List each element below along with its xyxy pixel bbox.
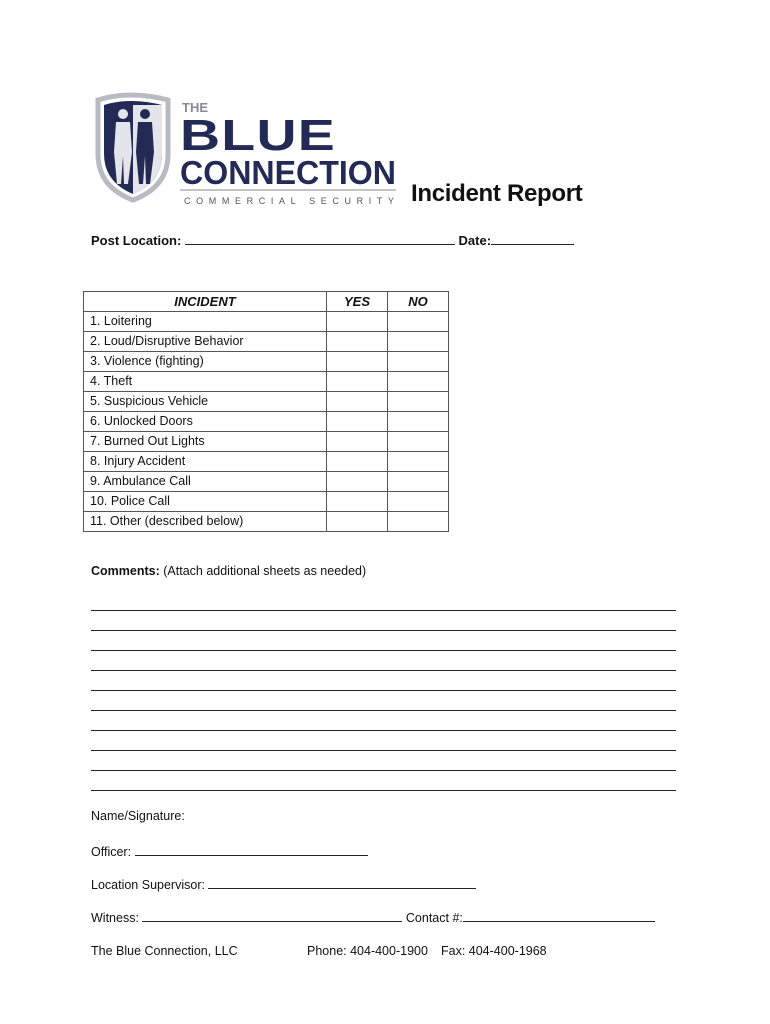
no-cell[interactable] [388,432,449,452]
incident-label: 6. Unlocked Doors [84,412,327,432]
comment-line[interactable] [91,650,676,651]
incident-label: 10. Police Call [84,492,327,512]
incident-label: 5. Suspicious Vehicle [84,392,327,412]
witness-field[interactable] [142,909,402,922]
table-row [84,412,449,432]
no-cell[interactable] [388,492,449,512]
table-row [84,392,449,412]
logo-tagline: COMMERCIAL SECURITY [184,196,394,206]
table-row [84,332,449,352]
no-cell[interactable] [388,372,449,392]
no-cell[interactable] [388,472,449,492]
yes-cell[interactable] [327,352,388,372]
location-supervisor-field[interactable] [208,876,476,889]
witness-row [91,909,655,925]
officer-row [91,843,368,859]
yes-cell[interactable] [327,452,388,472]
incident-label: 8. Injury Accident [84,452,327,472]
incident-label: 3. Violence (fighting) [84,352,327,372]
post-location-label: Post Location: [91,233,182,248]
comments-note: (Attach additional sheets as needed) [163,564,367,578]
officer-label: Officer: [91,845,132,859]
incident-header: INCIDENT [84,292,327,312]
no-cell[interactable] [388,392,449,412]
no-cell[interactable] [388,412,449,432]
incident-table [83,291,449,532]
post-location-field[interactable] [185,232,455,245]
location-supervisor-row [91,876,476,892]
comments-heading [91,564,366,578]
no-cell[interactable] [388,452,449,472]
contact-field[interactable] [463,909,655,922]
yes-cell[interactable] [327,512,388,532]
officer-head-icon [118,109,128,119]
table-row [84,372,449,392]
comment-line[interactable] [91,730,676,731]
incident-label: 2. Loud/Disruptive Behavior [84,332,327,352]
table-header-row [84,292,449,312]
contact-label: Contact #: [405,911,463,925]
comment-line[interactable] [91,630,676,631]
comment-line[interactable] [91,610,676,611]
yes-cell[interactable] [327,392,388,412]
yes-cell[interactable] [327,472,388,492]
table-row [84,352,449,372]
table-row [84,452,449,472]
table-row [84,492,449,512]
no-cell[interactable] [388,332,449,352]
no-cell[interactable] [388,352,449,372]
yes-cell[interactable] [327,372,388,392]
table-row [84,432,449,452]
company-logo [90,92,400,212]
yes-cell[interactable] [327,492,388,512]
comment-line[interactable] [91,710,676,711]
comment-line[interactable] [91,770,676,771]
footer-company: The Blue Connection, LLC [91,944,238,958]
comment-line[interactable] [91,750,676,751]
incident-label: 1. Loitering [84,312,327,332]
incident-label: 4. Theft [84,372,327,392]
yes-cell[interactable] [327,412,388,432]
logo-the: THE [182,100,208,115]
location-supervisor-label: Location Supervisor: [91,878,205,892]
no-cell[interactable] [388,512,449,532]
yes-header: YES [327,292,388,312]
comment-line[interactable] [91,670,676,671]
footer-fax: Fax: 404-400-1968 [441,944,547,958]
table-row [84,512,449,532]
table-row [84,472,449,492]
officer-field[interactable] [135,843,368,856]
comments-label: Comments: [91,564,160,578]
yes-cell[interactable] [327,312,388,332]
comment-line[interactable] [91,690,676,691]
post-location-row [91,232,574,248]
no-cell[interactable] [388,312,449,332]
date-label: Date: [458,233,492,248]
comment-line[interactable] [91,790,676,791]
witness-label: Witness: [91,911,139,925]
name-signature-label: Name/Signature: [91,809,185,823]
logo-connection: CONNECTION [180,154,396,191]
document-title: Incident Report [411,180,583,207]
table-row [84,312,449,332]
incident-label: 7. Burned Out Lights [84,432,327,452]
incident-label: 9. Ambulance Call [84,472,327,492]
yes-cell[interactable] [327,332,388,352]
date-field[interactable] [491,232,574,245]
logo-blue: BLUE [180,111,336,160]
yes-cell[interactable] [327,432,388,452]
incident-label: 11. Other (described below) [84,512,327,532]
footer-phone: Phone: 404-400-1900 [307,944,428,958]
no-header: NO [388,292,449,312]
